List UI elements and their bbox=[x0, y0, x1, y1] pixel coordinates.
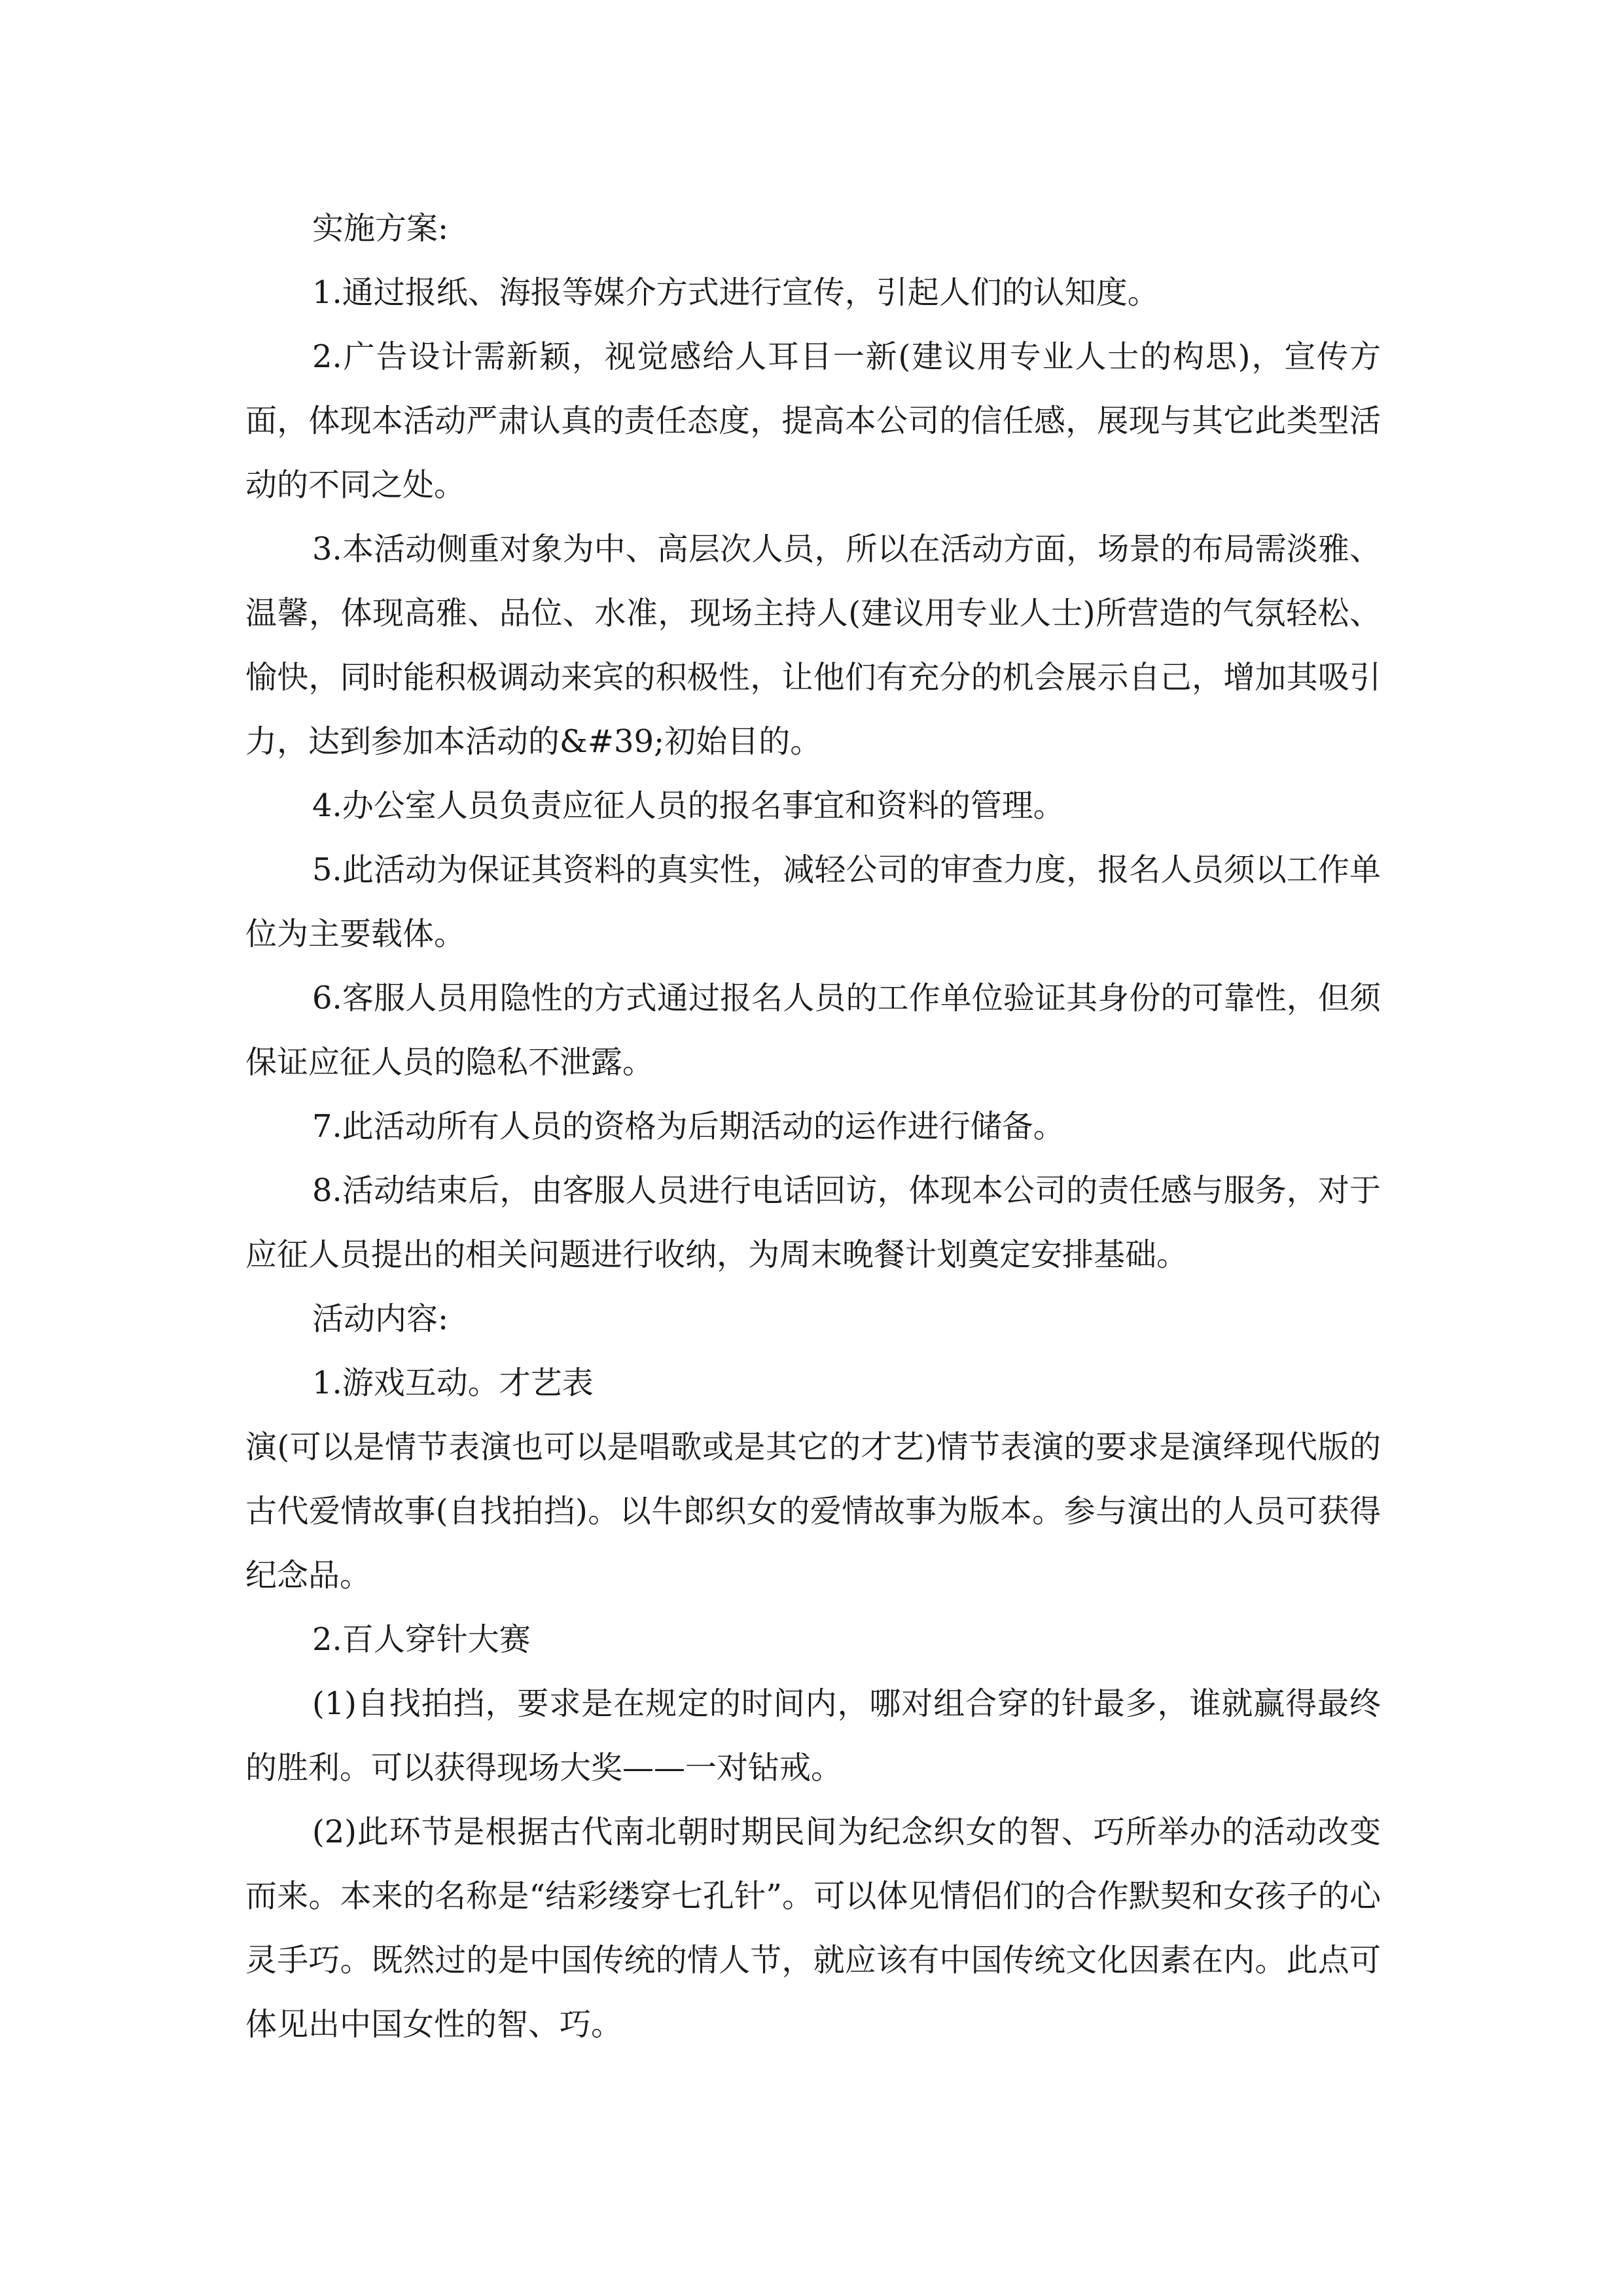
section-heading-content: 活动内容: bbox=[312, 1300, 449, 1337]
paragraph-item-2: 2.广告设计需新颖，视觉感给人耳目一新(建议用专业人士的构思)，宣传方面，体现本活动严肃认真的责任态度，提高本公司的信任感，展现与其它此类型活动的不同之处。 bbox=[245, 338, 1381, 503]
paragraph-item-7: 7.此活动所有人员的资格为后期活动的运作进行储备。 bbox=[312, 1108, 1065, 1145]
section-heading-implementation: 实施方案: bbox=[312, 210, 449, 247]
paragraph-item-6: 6.客服人员用隐性的方式通过报名人员的工作单位验证其身份的可靠性，但须保证应征人员的隐私不泄露。 bbox=[245, 980, 1381, 1081]
paragraph-item-8: 8.活动结束后，由客服人员进行电话回访，体现本公司的责任感与服务，对于应征人员提出的相关问题进行收纳，为周末晚餐计划奠定安排基础。 bbox=[245, 1172, 1381, 1273]
activity-item-2-sub-2: (2)此环节是根据古代南北朝时期民间为纪念织女的智、巧所举办的活动改变而来。本来的名称是“结彩缕穿七孔针”。可以体见情侣们的合作默契和女孩子的心灵手巧。既然过的是中国传统的情人节，就应该有中国传统文化因素在内。此点可体见出中国女性的智、巧。 bbox=[245, 1814, 1381, 2043]
activity-item-1-body: 演(可以是情节表演也可以是唱歌或是其它的才艺)情节表演的要求是演绎现代版的古代爱情故事(自找拍挡)。以牛郎织女的爱情故事为版本。参与演出的人员可获得纪念品。 bbox=[245, 1429, 1381, 1594]
activity-item-2-sub-1: (1)自找拍挡，要求是在规定的时间内，哪对组合穿的针最多，谁就赢得最终的胜利。可以获得现场大奖——一对钻戒。 bbox=[245, 1685, 1381, 1786]
paragraph-item-4: 4.办公室人员负责应征人员的报名事宜和资料的管理。 bbox=[312, 787, 1065, 824]
document-body bbox=[245, 196, 1381, 2056]
paragraph-item-5: 5.此活动为保证其资料的真实性，减轻公司的审查力度，报名人员须以工作单位为主要载体。 bbox=[245, 852, 1381, 952]
paragraph-item-1: 1.通过报纸、海报等媒介方式进行宣传，引起人们的认知度。 bbox=[312, 274, 1159, 311]
activity-item-2-title: 2.百人穿针大赛 bbox=[312, 1621, 531, 1658]
paragraph-item-3: 3.本活动侧重对象为中、高层次人员，所以在活动方面，场景的布局需淡雅、温馨，体现高雅、品位、水准，现场主持人(建议用专业人士)所营造的气氛轻松、愉快，同时能积极调动来宾的积极性，让他们有充分的机会展示自己，增加其吸引力，达到参加本活动的&#39;初始目的。 bbox=[245, 531, 1381, 760]
activity-item-1-title: 1.游戏互动。才艺表 bbox=[312, 1365, 594, 1401]
